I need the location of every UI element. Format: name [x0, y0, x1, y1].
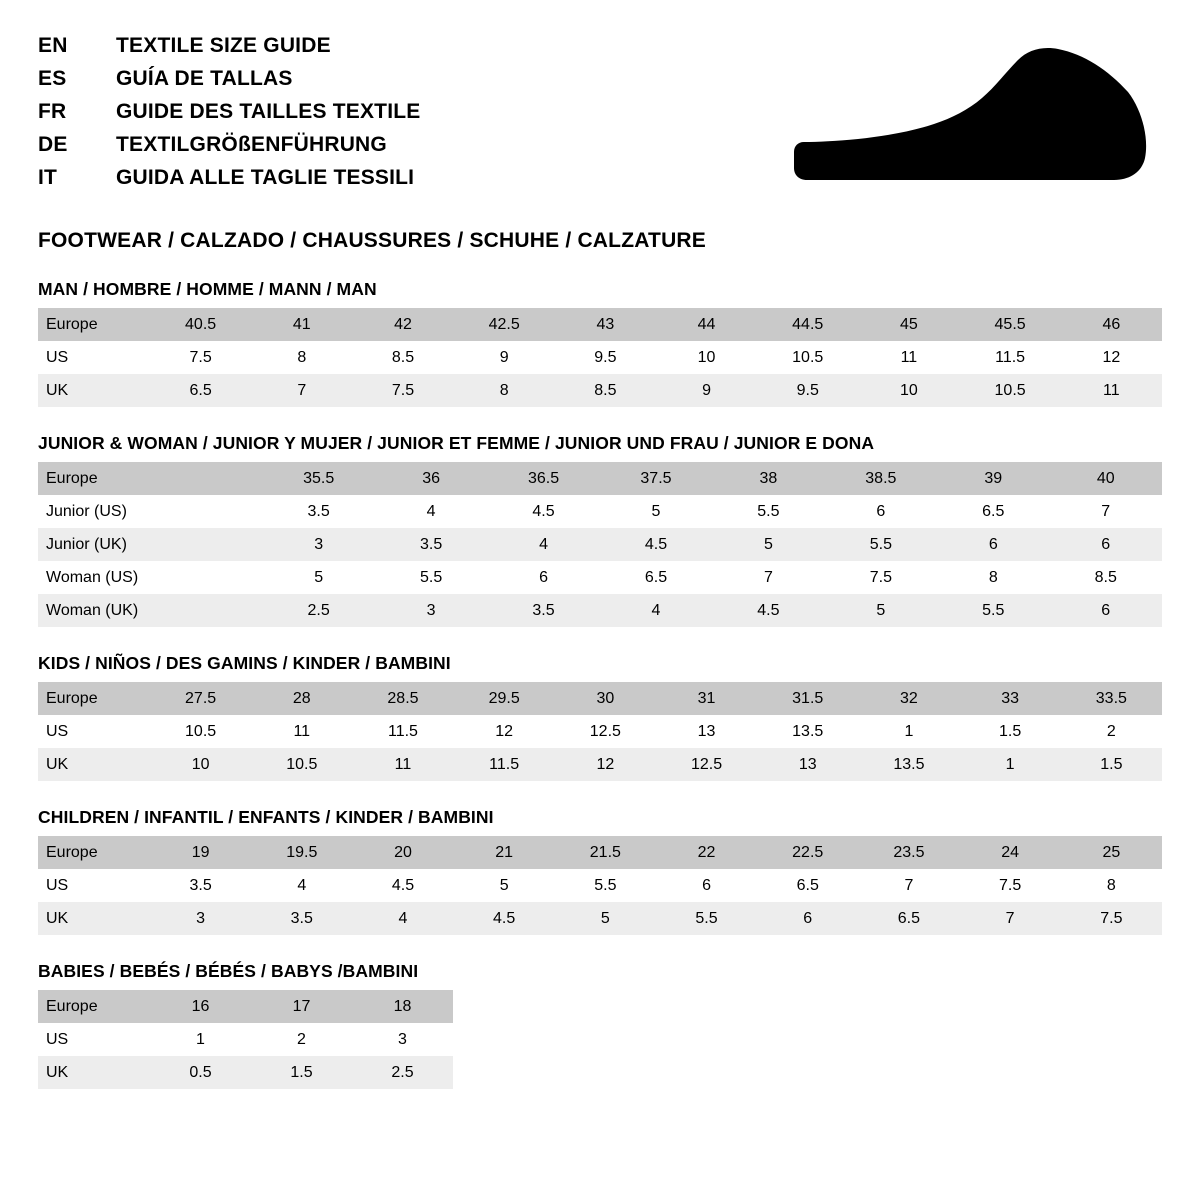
size-cell: 1.5: [1061, 748, 1162, 781]
size-cell: 4: [251, 869, 352, 902]
size-tables-container: [38, 279, 1162, 1089]
language-title: GUÍA DE TALLAS: [116, 67, 293, 90]
size-table-title: BABIES / BEBÉS / BÉBÉS / BABYS /BAMBINI: [38, 961, 419, 981]
size-cell: 44: [656, 308, 757, 341]
size-cell: 6: [1050, 594, 1163, 627]
size-table: [38, 462, 1162, 627]
table-row: [38, 1056, 453, 1089]
size-cell: 31.5: [757, 682, 858, 715]
size-cell: 12.5: [555, 715, 656, 748]
size-cell: 11: [1061, 374, 1162, 407]
size-cell: 22.5: [757, 836, 858, 869]
size-cell: 11.5: [454, 748, 555, 781]
size-cell: 10.5: [960, 374, 1061, 407]
size-cell: 43: [555, 308, 656, 341]
size-cell: 7: [960, 902, 1061, 935]
size-cell: 5.5: [555, 869, 656, 902]
size-cell: 6.5: [858, 902, 959, 935]
size-cell: [150, 528, 262, 561]
size-cell: 20: [352, 836, 453, 869]
size-table-group: [38, 807, 1162, 935]
size-cell: 40.5: [150, 308, 251, 341]
size-cell: 24: [960, 836, 1061, 869]
size-cell: 6: [825, 495, 937, 528]
language-code: IT: [38, 166, 58, 189]
size-cell: 5: [262, 561, 374, 594]
size-cell: 1: [858, 715, 959, 748]
language-title: TEXTILGRÖßENFÜHRUNG: [116, 133, 387, 156]
size-cell: 2: [251, 1023, 352, 1056]
size-cell: 21: [454, 836, 555, 869]
size-cell: 45.5: [960, 308, 1061, 341]
size-cell: 6.5: [757, 869, 858, 902]
row-label: Junior (UK): [38, 528, 150, 561]
table-row: [38, 308, 1162, 341]
size-table: [38, 682, 1162, 781]
row-label: UK: [38, 1056, 150, 1089]
size-cell: 5: [555, 902, 656, 935]
size-cell: 37.5: [600, 462, 712, 495]
size-cell: 6: [757, 902, 858, 935]
size-cell: 7.5: [150, 341, 251, 374]
row-label: Europe: [38, 682, 150, 715]
size-cell: 8: [937, 561, 1049, 594]
size-cell: 6.5: [150, 374, 251, 407]
row-label: US: [38, 341, 150, 374]
size-cell: 5: [600, 495, 712, 528]
size-cell: 33: [960, 682, 1061, 715]
size-cell: 8.5: [555, 374, 656, 407]
size-table: [38, 836, 1162, 935]
size-cell: 12: [555, 748, 656, 781]
size-cell: 13: [656, 715, 757, 748]
size-cell: 0.5: [150, 1056, 251, 1089]
row-label: Europe: [38, 990, 150, 1023]
row-label: US: [38, 869, 150, 902]
language-code: EN: [38, 34, 68, 57]
size-cell: 4: [352, 902, 453, 935]
size-cell: 4.5: [352, 869, 453, 902]
size-cell: 9.5: [757, 374, 858, 407]
table-row: [38, 869, 1162, 902]
table-row: [38, 341, 1162, 374]
size-cell: 10.5: [757, 341, 858, 374]
size-cell: 17: [251, 990, 352, 1023]
row-label: Europe: [38, 836, 150, 869]
size-cell: 7: [712, 561, 824, 594]
dress-shoe-icon: [792, 46, 1152, 186]
size-cell: 23.5: [858, 836, 959, 869]
size-cell: 7.5: [1061, 902, 1162, 935]
row-label: UK: [38, 902, 150, 935]
row-label: US: [38, 1023, 150, 1056]
row-label: US: [38, 715, 150, 748]
size-cell: 10.5: [150, 715, 251, 748]
size-cell: [150, 594, 262, 627]
size-cell: 21.5: [555, 836, 656, 869]
table-row: [38, 528, 1162, 561]
size-cell: 11: [352, 748, 453, 781]
size-cell: 5: [454, 869, 555, 902]
size-cell: 8: [454, 374, 555, 407]
size-cell: 4.5: [600, 528, 712, 561]
size-cell: 33.5: [1061, 682, 1162, 715]
size-cell: 1.5: [960, 715, 1061, 748]
size-cell: 44.5: [757, 308, 858, 341]
size-cell: 8.5: [1050, 561, 1163, 594]
size-cell: 16: [150, 990, 251, 1023]
size-cell: 36: [375, 462, 487, 495]
size-cell: 39: [937, 462, 1049, 495]
size-cell: 31: [656, 682, 757, 715]
size-cell: 5.5: [375, 561, 487, 594]
size-cell: 6.5: [600, 561, 712, 594]
size-cell: 7.5: [960, 869, 1061, 902]
row-label: Europe: [38, 462, 150, 495]
row-label: Junior (US): [38, 495, 150, 528]
language-title: TEXTILE SIZE GUIDE: [116, 34, 331, 57]
table-row: [38, 495, 1162, 528]
size-cell: 7: [251, 374, 352, 407]
size-cell: 12: [1061, 341, 1162, 374]
size-cell: 8: [251, 341, 352, 374]
size-cell: 5: [712, 528, 824, 561]
table-row: [38, 715, 1162, 748]
size-cell: 35.5: [262, 462, 374, 495]
size-cell: 36.5: [487, 462, 599, 495]
size-cell: 46: [1061, 308, 1162, 341]
size-cell: 41: [251, 308, 352, 341]
table-row: [38, 836, 1162, 869]
size-table-group: [38, 961, 1162, 1089]
size-cell: 7.5: [825, 561, 937, 594]
row-label: Europe: [38, 308, 150, 341]
size-table-group: [38, 279, 1162, 407]
size-table-title: JUNIOR & WOMAN / JUNIOR Y MUJER / JUNIOR ET FEMME / JUNIOR UND FRAU / JUNIOR E DONA: [38, 433, 875, 453]
table-row: [38, 748, 1162, 781]
size-cell: 4: [375, 495, 487, 528]
size-cell: 3.5: [262, 495, 374, 528]
size-cell: 8: [1061, 869, 1162, 902]
size-cell: 6: [487, 561, 599, 594]
size-cell: [150, 495, 262, 528]
row-label: UK: [38, 374, 150, 407]
size-table-group: [38, 433, 1162, 627]
size-cell: 10.5: [251, 748, 352, 781]
size-cell: 3.5: [375, 528, 487, 561]
table-row: [38, 990, 453, 1023]
table-row: [38, 374, 1162, 407]
size-cell: 12.5: [656, 748, 757, 781]
size-cell: 11: [858, 341, 959, 374]
language-title: GUIDE DES TAILLES TEXTILE: [116, 100, 421, 123]
size-cell: 5.5: [937, 594, 1049, 627]
row-label: Woman (US): [38, 561, 150, 594]
table-row: [38, 902, 1162, 935]
size-cell: 13: [757, 748, 858, 781]
row-label: Woman (UK): [38, 594, 150, 627]
size-cell: 11.5: [960, 341, 1061, 374]
table-row: [38, 594, 1162, 627]
size-cell: 4.5: [454, 902, 555, 935]
size-cell: 38.5: [825, 462, 937, 495]
size-cell: 6: [656, 869, 757, 902]
table-row: [38, 1023, 453, 1056]
table-row: [38, 462, 1162, 495]
size-table-title: KIDS / NIÑOS / DES GAMINS / KINDER / BAMBINI: [38, 653, 451, 673]
size-cell: 2.5: [352, 1056, 453, 1089]
size-cell: 3.5: [487, 594, 599, 627]
size-cell: 22: [656, 836, 757, 869]
size-cell: 4: [487, 528, 599, 561]
language-code: FR: [38, 100, 67, 123]
size-cell: 2: [1061, 715, 1162, 748]
size-cell: 25: [1061, 836, 1162, 869]
size-cell: 45: [858, 308, 959, 341]
size-table-title: CHILDREN / INFANTIL / ENFANTS / KINDER / BAMBINI: [38, 807, 494, 827]
language-code: DE: [38, 133, 68, 156]
size-cell: 5: [825, 594, 937, 627]
size-cell: 10: [150, 748, 251, 781]
size-cell: 28: [251, 682, 352, 715]
size-cell: 6: [1050, 528, 1163, 561]
size-cell: 19: [150, 836, 251, 869]
size-cell: 42: [352, 308, 453, 341]
size-cell: 11: [251, 715, 352, 748]
size-cell: 30: [555, 682, 656, 715]
size-cell: 2.5: [262, 594, 374, 627]
size-cell: 38: [712, 462, 824, 495]
language-title: GUIDA ALLE TAGLIE TESSILI: [116, 166, 415, 189]
size-cell: 1: [150, 1023, 251, 1056]
size-cell: 13.5: [757, 715, 858, 748]
size-cell: 4.5: [712, 594, 824, 627]
size-cell: 11.5: [352, 715, 453, 748]
size-cell: 3: [352, 1023, 453, 1056]
size-cell: 18: [352, 990, 453, 1023]
size-cell: 7: [1050, 495, 1163, 528]
size-cell: 8.5: [352, 341, 453, 374]
row-label: UK: [38, 748, 150, 781]
size-cell: 13.5: [858, 748, 959, 781]
size-cell: 29.5: [454, 682, 555, 715]
table-row: [38, 561, 1162, 594]
size-cell: 4.5: [487, 495, 599, 528]
size-cell: 5.5: [712, 495, 824, 528]
size-cell: 12: [454, 715, 555, 748]
size-cell: 3.5: [150, 869, 251, 902]
size-cell: 10: [656, 341, 757, 374]
size-cell: [150, 561, 262, 594]
size-cell: 3: [150, 902, 251, 935]
size-cell: 27.5: [150, 682, 251, 715]
size-cell: [150, 462, 262, 495]
size-cell: 42.5: [454, 308, 555, 341]
size-cell: 4: [600, 594, 712, 627]
table-row: [38, 682, 1162, 715]
size-cell: 9.5: [555, 341, 656, 374]
size-cell: 6.5: [937, 495, 1049, 528]
size-cell: 3.5: [251, 902, 352, 935]
size-cell: 28.5: [352, 682, 453, 715]
size-cell: 3: [262, 528, 374, 561]
size-cell: 9: [656, 374, 757, 407]
size-cell: 1: [960, 748, 1061, 781]
size-table: [38, 308, 1162, 407]
size-cell: 5.5: [825, 528, 937, 561]
size-cell: 7: [858, 869, 959, 902]
size-cell: 5.5: [656, 902, 757, 935]
language-code: ES: [38, 67, 67, 90]
size-cell: 9: [454, 341, 555, 374]
size-cell: 19.5: [251, 836, 352, 869]
size-table-group: [38, 653, 1162, 781]
category-heading: FOOTWEAR / CALZADO / CHAUSSURES / SCHUHE / CALZATURE: [38, 229, 707, 252]
size-cell: 10: [858, 374, 959, 407]
size-table-title: MAN / HOMBRE / HOMME / MANN / MAN: [38, 279, 377, 299]
size-cell: 40: [1050, 462, 1163, 495]
size-cell: 7.5: [352, 374, 453, 407]
size-cell: 1.5: [251, 1056, 352, 1089]
size-table: [38, 990, 453, 1089]
size-cell: 6: [937, 528, 1049, 561]
size-cell: 3: [375, 594, 487, 627]
size-cell: 32: [858, 682, 959, 715]
